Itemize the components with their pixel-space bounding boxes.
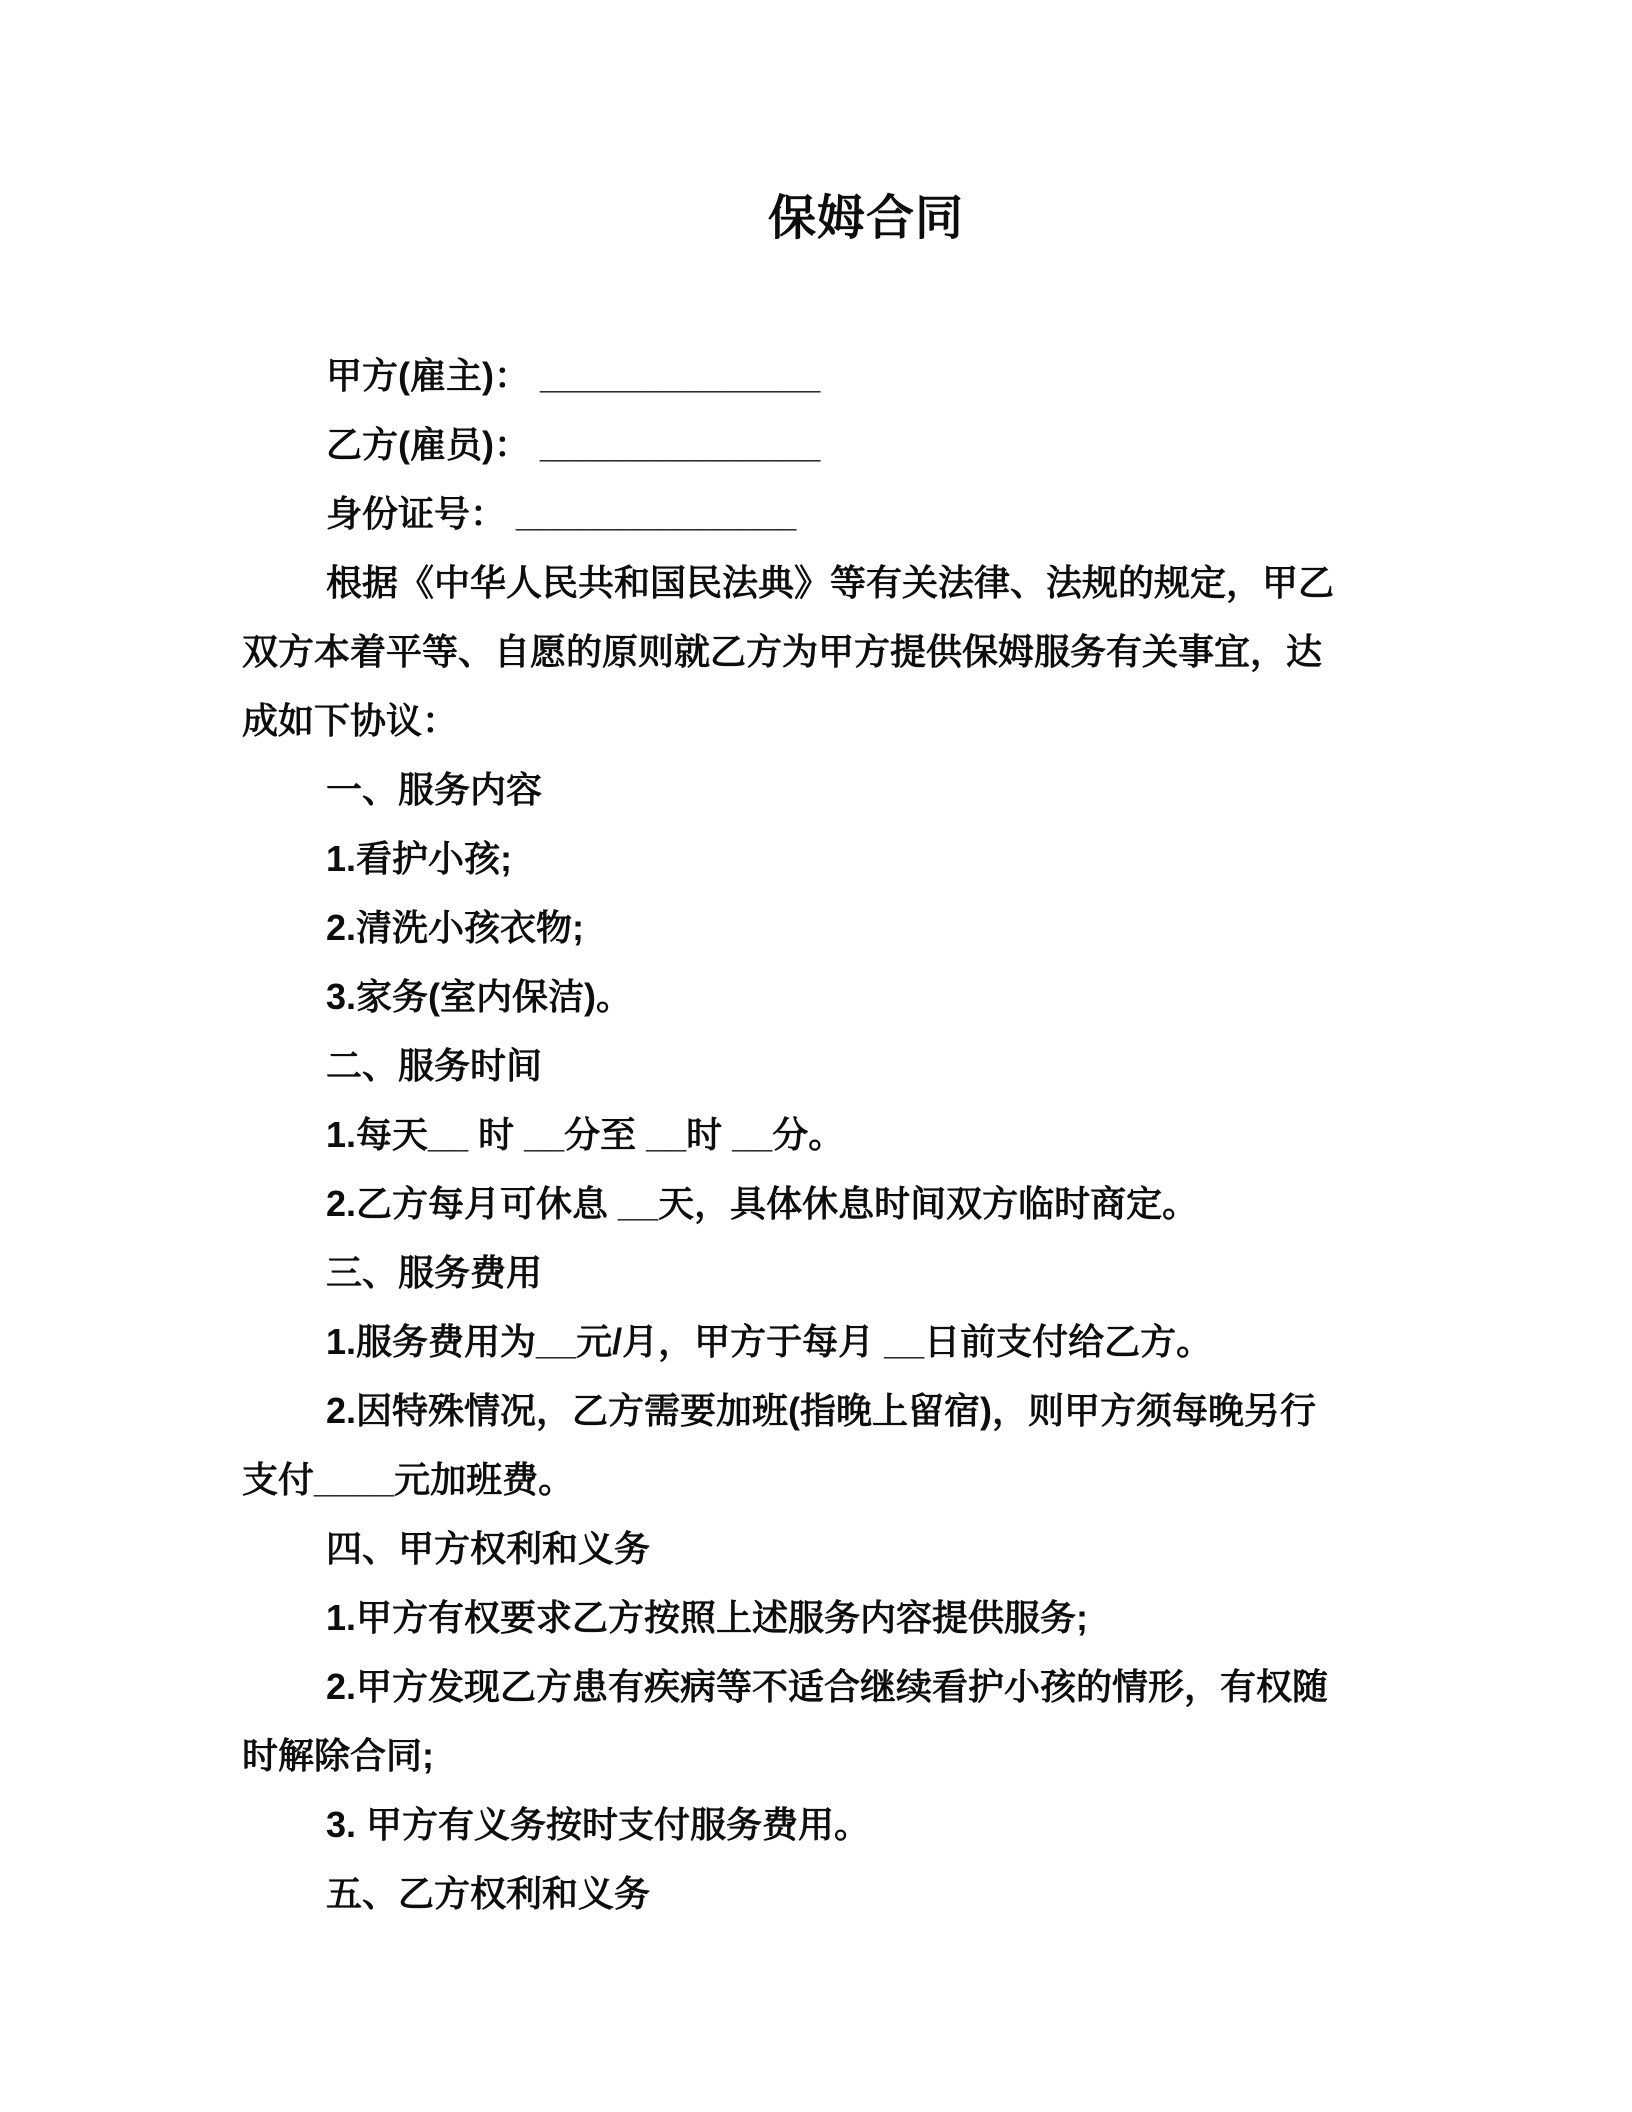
document-line: 2.因特殊情况，乙方需要加班(指晚上留宿)，则甲方须每晚另行 <box>326 1390 1317 1431</box>
document-line: 根据《中华人民共和国民法典》等有关法律、法规的规定，甲乙 <box>326 562 1335 603</box>
document-line: 成如下协议： <box>242 700 459 741</box>
document-line: 支付____元加班费。 <box>242 1459 575 1500</box>
document-body <box>242 341 1592 1928</box>
document-line: 2.乙方每月可休息 __天，具体休息时间双方临时商定。 <box>326 1183 1199 1224</box>
document-line: 1.看护小孩; <box>326 838 513 879</box>
document-line: 1.甲方有权要求乙方按照上述服务内容提供服务; <box>326 1597 1089 1638</box>
document-title: 保姆合同 <box>767 192 964 245</box>
document-line: 3. 甲方有义务按时支付服务费用。 <box>326 1804 871 1845</box>
document-line: 三、服务费用 <box>326 1252 543 1293</box>
document-line: 一、服务内容 <box>326 769 543 810</box>
document-line: 1.每天__ 时 __分至 __时 __分。 <box>326 1114 845 1155</box>
document-line: 四、甲方权利和义务 <box>326 1528 651 1569</box>
document-line: 3.家务(室内保洁)。 <box>326 976 633 1017</box>
document-line: 甲方(雇主)： ______________ <box>326 355 821 396</box>
document-line: 1.服务费用为__元/月，甲方于每月 __日前支付给乙方。 <box>326 1321 1213 1362</box>
document-line: 身份证号： ______________ <box>326 493 797 534</box>
document-line: 双方本着平等、自愿的原则就乙方为甲方提供保姆服务有关事宜，达 <box>242 631 1323 672</box>
document-line: 五、乙方权利和义务 <box>326 1873 651 1914</box>
document-line: 二、服务时间 <box>326 1045 543 1086</box>
document-line: 乙方(雇员)： ______________ <box>326 424 821 465</box>
document-line: 时解除合同; <box>242 1735 434 1776</box>
document-line: 2.清洗小孩衣物; <box>326 907 585 948</box>
document-line: 2.甲方发现乙方患有疾病等不适合继续看护小孩的情形，有权随 <box>326 1666 1329 1707</box>
